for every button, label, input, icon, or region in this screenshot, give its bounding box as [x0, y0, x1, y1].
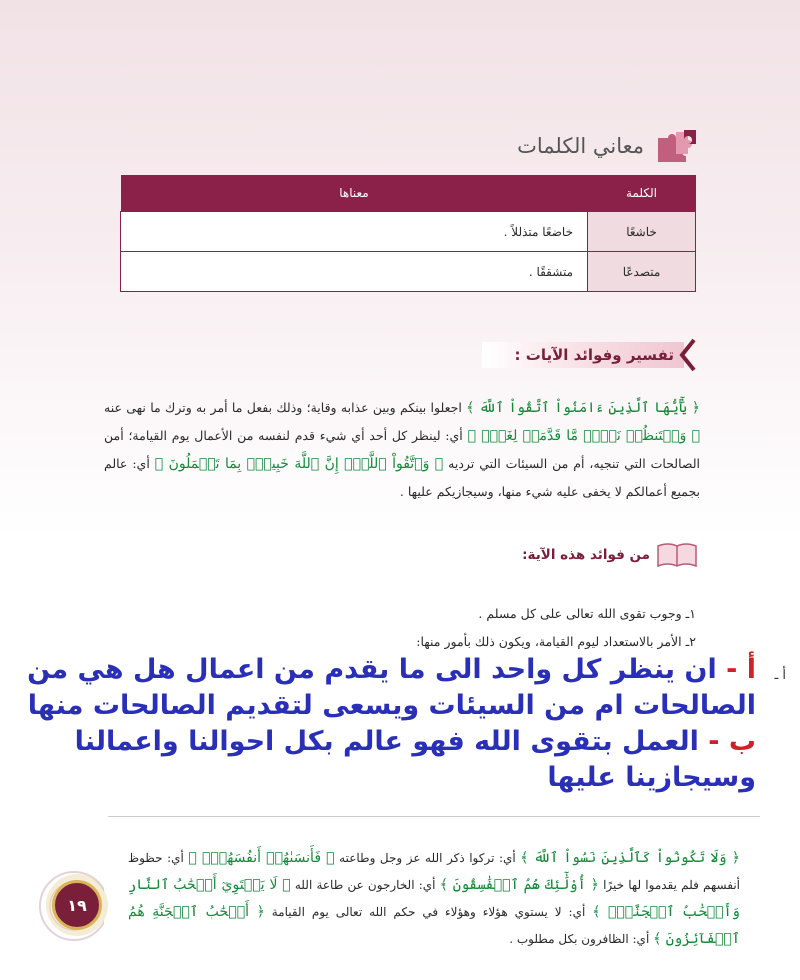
table-header-row — [121, 175, 696, 212]
quran-verse: ﴿ أُوْلَٰٓئِكَ هُمُ ٱلۡفَٰسِقُونَ ﴾ — [439, 877, 599, 893]
tafseer-text: أعمالكم لا يخفى عليه شيء منها، وسيجازيكم عليها . — [399, 484, 667, 499]
book-icon — [656, 540, 698, 570]
tafseer-paragraph — [104, 394, 700, 505]
answer-text-a: ان ينظر كل واحد الى ما يقدم من اعمال هل هي من الصالحات ام من السيئات ويسعى لتقديم الصالحات منها — [27, 654, 756, 721]
puzzle-icon — [654, 128, 700, 164]
quran-verse: ﴿ فَأَنسَىٰهُمۡ أَنفُسَهُمۡۚ ﴾ — [188, 850, 335, 866]
quran-verse: ﴿ وَٱتَّقُواْ ٱللَّهَۚ إِنَّ ٱللَّهَ خَبِيرُۢ بِمَا تَعۡمَلُونَ ﴾ — [154, 456, 444, 472]
quran-verse: ٱلنَّارِ وَأَصۡحَٰبُ ٱلۡجَنَّةِۚ ﴾ — [128, 877, 740, 920]
chevron-left-icon — [678, 338, 696, 372]
word-meanings-heading — [517, 128, 700, 164]
tafseer-text: أي: عالم بجميع — [104, 456, 700, 499]
table-row — [121, 212, 696, 252]
word-meanings-table — [120, 175, 696, 292]
section-title-word-meanings: معاني الكلمات — [517, 134, 644, 158]
page-number: ١٩ — [52, 880, 102, 930]
benefits-heading — [522, 540, 698, 570]
quran-verse: ﴿ أَصۡحَٰبُ ٱلۡجَنَّةِ هُمُ — [128, 904, 265, 920]
list-marker: أ ـ — [774, 668, 786, 683]
meaning-cell: متشققًا . — [121, 252, 588, 292]
benefit-item: ١ـ وجوب تقوى الله تعالى على كل مسلم . — [478, 606, 696, 621]
tafseer-title: تفسير وفوائد الآيات : — [514, 346, 674, 364]
answer-text-b: العمل بتقوى الله فهو عالم بكل احوالنا واعمالنا وسيجازينا عليها — [74, 726, 756, 793]
word-cell: خاشعًا — [588, 212, 696, 252]
header-word: الكلمة — [588, 175, 696, 212]
answer-label-b: ب - — [708, 726, 756, 757]
tafseer-text: اجعلوا بينكم وبين عذابه وقاية؛ وذلك بفعل ما أمر به وترك ما نهى — [126, 400, 462, 415]
tafseer-text: أي: لينظر كل أحد أي شيء قدم لنفسه من الأعمال يوم القيامة؛ أمن — [104, 428, 463, 443]
quran-verse: ﴿ وَلۡتَنظُرۡ نَفۡسٞ مَّا قَدَّمَتۡ لِغَدٖۖ ﴾ — [467, 428, 700, 444]
tafseer-text: أي: لا يستوي هؤلاء وهؤلاء في حكم الله تعالى يوم القيامة — [271, 905, 586, 919]
answer-label-a: أ - — [726, 654, 756, 685]
tafseer-text: أي: الخارجون عن طاعة الله — [294, 878, 436, 892]
continuation-block — [108, 816, 760, 973]
word-cell: متصدعًا — [588, 252, 696, 292]
quran-verse: ﴿ يَٰٓأَيُّهَا ٱلَّذِينَ ءَامَنُواْ ٱتَّقُواْ ٱللَّهَ ﴾ — [466, 400, 700, 416]
meaning-cell: خاضعًا متذللاً . — [121, 212, 588, 252]
tafseer-text: أي: الظافرون بكل مطلوب . — [509, 932, 650, 946]
benefits-title: من فوائد هذه الآية: — [522, 547, 650, 563]
tafseer-text: عنه — [104, 400, 122, 415]
header-meaning: معناها — [121, 175, 588, 212]
tafseer-text: أي: حظوظ — [128, 851, 184, 865]
overlay-answer — [16, 652, 786, 796]
tafseer-heading — [482, 338, 696, 372]
quran-verse: ﴿ لَا يَسۡتَوِيٓ أَصۡحَٰبُ — [173, 877, 291, 893]
continuation-paragraph — [128, 845, 740, 953]
quran-verse: ﴿ وَلَا تَكُونُواْ كَٱلَّذِينَ نَسُواْ ٱللَّهَ ﴾ — [520, 850, 740, 866]
quran-verse: ٱلۡفَآئِزُونَ ﴾ — [653, 931, 740, 947]
tafseer-text: أنفسهم فلم يقدموا لها خيرًا — [603, 878, 741, 892]
tafseer-text: الصالحات التي تنجيه، أم من السيئات التي ترديه — [448, 456, 700, 471]
table-row — [121, 252, 696, 292]
tafseer-text: أي: تركوا ذكر الله عز وجل وطاعته — [339, 851, 516, 865]
benefit-item: ٢ـ الأمر بالاستعداد ليوم القيامة، ويكون ذلك بأمور منها: — [416, 634, 696, 649]
